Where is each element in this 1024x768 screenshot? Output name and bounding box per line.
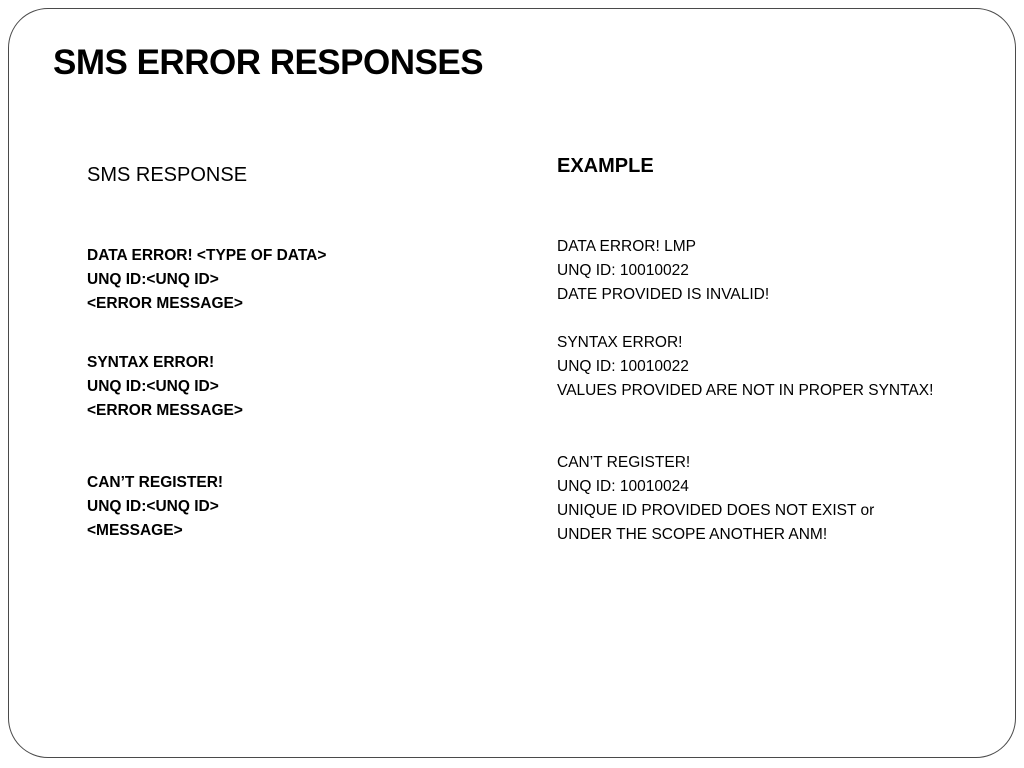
template-line: <MESSAGE> [87, 522, 183, 539]
template-line: <ERROR MESSAGE> [87, 295, 243, 312]
slide-title: SMS ERROR RESPONSES [53, 43, 484, 82]
example-line: SYNTAX ERROR! [557, 334, 683, 351]
template-line: CAN’T REGISTER! [87, 474, 224, 491]
template-line: UNQ ID:<UNQ ID> [87, 498, 219, 515]
data-error-example [557, 235, 769, 307]
example-line: DATE PROVIDED IS INVALID! [557, 286, 770, 303]
example-line: UNQ ID: 10010022 [557, 358, 689, 375]
template-line: UNQ ID:<UNQ ID> [87, 271, 219, 288]
template-line: DATA ERROR! <TYPE OF DATA> [87, 247, 327, 264]
example-heading: EXAMPLE [557, 155, 654, 177]
template-line: <ERROR MESSAGE> [87, 402, 243, 419]
cant-register-template [87, 471, 223, 543]
example-line: VALUES PROVIDED ARE NOT IN PROPER SYNTAX! [557, 382, 934, 399]
template-line: SYNTAX ERROR! [87, 354, 215, 371]
syntax-error-example [557, 331, 933, 403]
example-line: DATA ERROR! LMP [557, 238, 696, 255]
example-line: UNDER THE SCOPE ANOTHER ANM! [557, 526, 828, 543]
example-line: CAN’T REGISTER! [557, 454, 691, 471]
cant-register-example [557, 451, 874, 547]
syntax-error-template [87, 351, 243, 423]
sms-response-heading: SMS RESPONSE [87, 164, 248, 186]
data-error-template [87, 244, 326, 316]
example-line: UNQ ID: 10010024 [557, 478, 689, 495]
example-line: UNIQUE ID PROVIDED DOES NOT EXIST or [557, 502, 875, 519]
example-line: UNQ ID: 10010022 [557, 262, 689, 279]
template-line: UNQ ID:<UNQ ID> [87, 378, 219, 395]
